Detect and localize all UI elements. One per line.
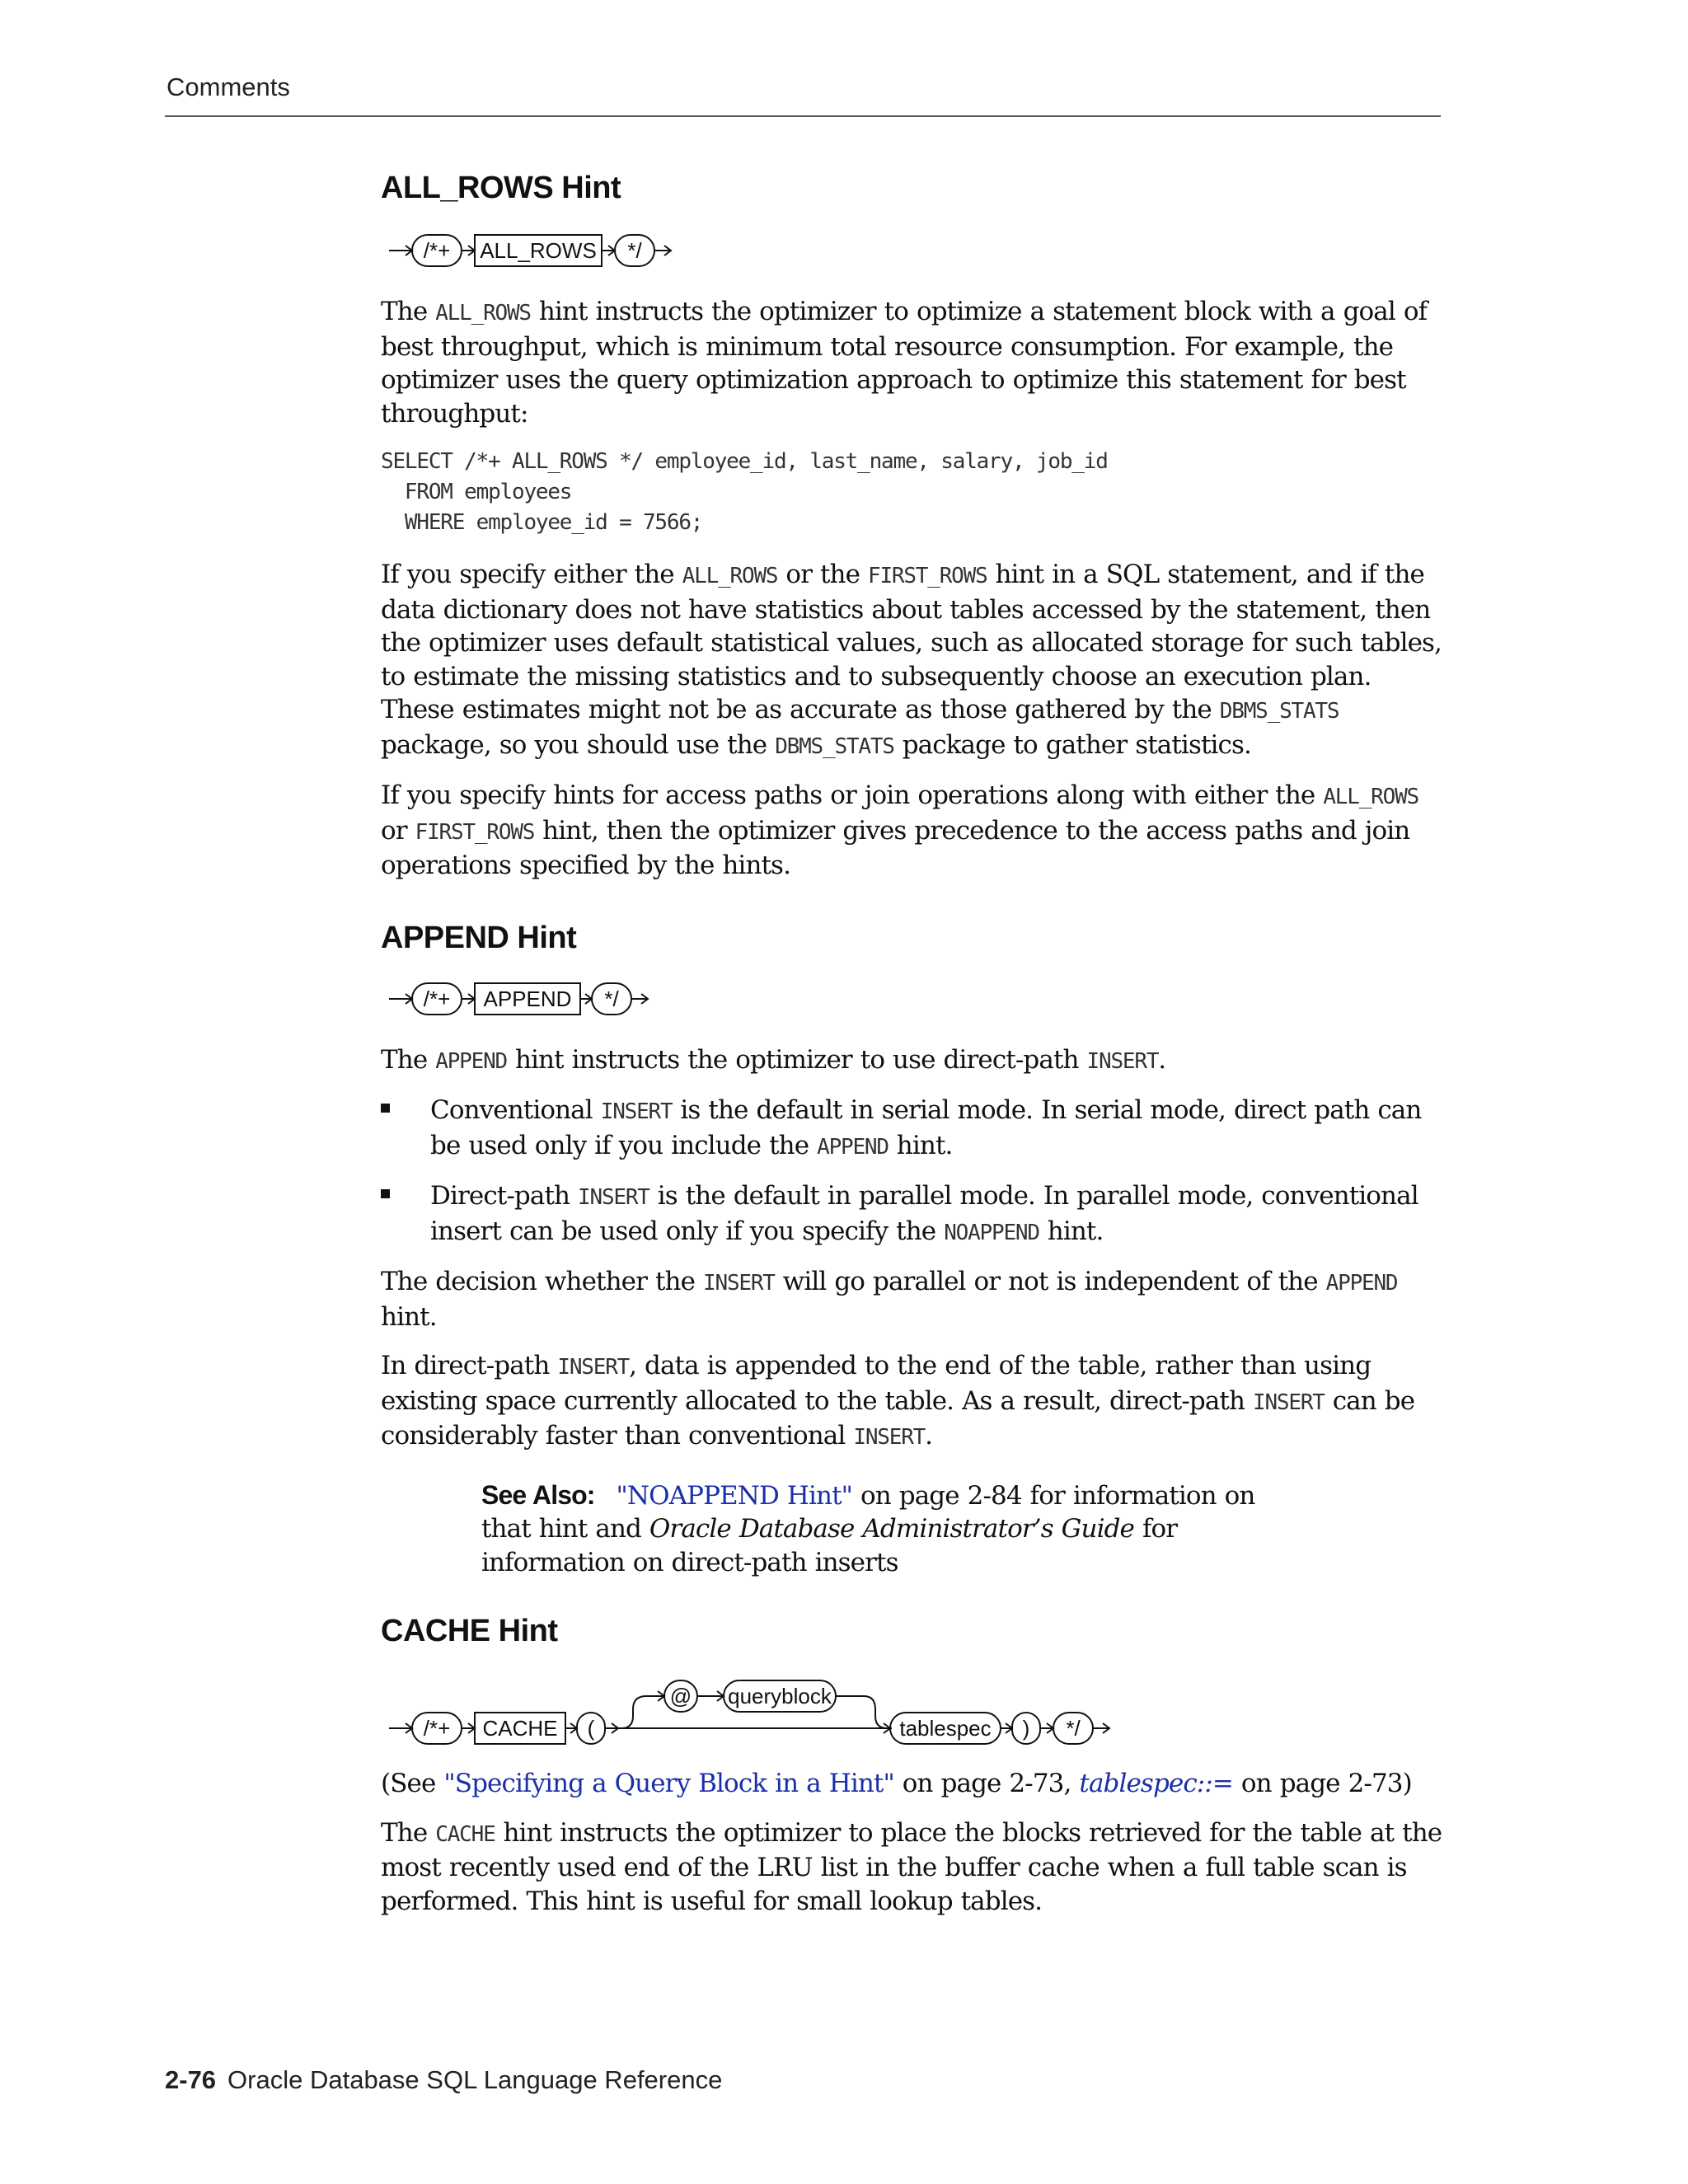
diagram-end-token: */	[604, 986, 619, 1011]
diagram-end-token: */	[1066, 1716, 1081, 1741]
diagram-keyword-token: CACHE	[482, 1716, 558, 1741]
diagram-keyword-token: ALL_ROWS	[480, 238, 597, 263]
paragraph: The decision whether the INSERT will go parallel or not is independent of the APPEND hint.	[381, 1267, 1398, 1332]
paragraph: The APPEND hint instructs the optimizer to use direct-path INSERT.	[381, 1044, 1166, 1075]
paragraph: The ALL_ROWS hint instructs the optimizer to optimize a statement block with a goal of best throughput, which is minimum total resource consumption. For example, the optimizer uses the query optimization approach to optimize this statement for best throughput:	[381, 297, 1428, 429]
code-example: SELECT /*+ ALL_ROWS */ employee_id, last_name, salary, job_id FROM employees WHERE employee_id = 7566;	[381, 449, 1108, 535]
diagram-rparen-token: )	[1022, 1716, 1030, 1741]
book-title: Oracle Database SQL Language Reference	[227, 2065, 723, 2094]
page-number: 2-76	[165, 2065, 217, 2094]
diagram-lparen-token: (	[587, 1716, 595, 1741]
diagram-keyword-token: APPEND	[483, 986, 572, 1011]
syntax-diagram-append	[381, 973, 694, 1023]
bullet-marker	[381, 1104, 390, 1113]
syntax-diagram-all-rows	[381, 225, 694, 274]
bullet-marker	[381, 1189, 390, 1198]
see-also-label: See Also:	[481, 1479, 595, 1510]
diagram-start-token: /*+	[423, 986, 451, 1011]
page-content	[381, 169, 1444, 1918]
paragraph: The CACHE hint instructs the optimizer to place the blocks retrieved for the table at the most recently used end of the LRU list in the buffer cache when a full table scan is performed. This hint is useful for small lookup tables.	[381, 1817, 1442, 1916]
query-block-hint-link[interactable]: "Specifying a Query Block in a Hint"	[443, 1769, 894, 1798]
tablespec-link[interactable]: tablespec::=	[1079, 1769, 1233, 1798]
diagram-start-token: /*+	[423, 1716, 451, 1741]
paragraph: In direct-path INSERT, data is appended to the end of the table, rather than using existing space currently allocated to the table. As a result, direct-path INSERT can be considerably faster than conventional INSERT.	[381, 1351, 1415, 1451]
header-rule	[165, 115, 1441, 117]
bullet-list	[381, 1094, 1444, 1249]
list-item: Conventional INSERT is the default in serial mode. In serial mode, direct path can be used only if you include the APPEND hint.	[381, 1094, 1444, 1164]
paragraph: If you specify hints for access paths or join operations along with either the ALL_ROWS or FIRST_ROWS hint, then the optimizer gives precedence to the access paths and join operations specified by the hints.	[381, 780, 1418, 880]
syntax-diagram-cache	[381, 1666, 1123, 1757]
diagram-at-token: @	[669, 1684, 692, 1708]
noappend-hint-link[interactable]: "NOAPPEND Hint"	[616, 1480, 853, 1511]
heading-cache: CACHE Hint	[381, 1614, 558, 1648]
paragraph: (See "Specifying a Query Block in a Hint" on page 2-73, tablespec::= on page 2-73)	[381, 1769, 1412, 1798]
running-header: Comments	[166, 73, 290, 101]
heading-append: APPEND Hint	[381, 920, 577, 955]
diagram-queryblock-token: queryblock	[728, 1684, 832, 1708]
page-footer	[165, 2065, 722, 2095]
heading-all-rows: ALL_ROWS Hint	[381, 171, 621, 205]
diagram-end-token: */	[627, 238, 642, 263]
see-also-note: See Also: "NOAPPEND Hint" on page 2-84 for information on that hint and Oracle Database Administrator’s Guide for information on direct-path inserts	[481, 1479, 1255, 1577]
list-item: Direct-path INSERT is the default in parallel mode. In parallel mode, conventional insert can be used only if you specify the NOAPPEND hint.	[381, 1179, 1444, 1249]
paragraph: If you specify either the ALL_ROWS or the FIRST_ROWS hint in a SQL statement, and if the data dictionary does not have statistics about tables accessed by the statement, then the optimizer uses default statistical values, such as allocated storage for such tables, to estimate the missing statistics and to subsequently choose an execution plan. These estimates might not be as accurate as those gathered by the DBMS_STATS package, so you should use the DBMS_STATS package to gather statistics.	[381, 560, 1442, 760]
diagram-start-token: /*+	[423, 238, 451, 263]
diagram-tablespec-token: tablespec	[899, 1716, 992, 1741]
